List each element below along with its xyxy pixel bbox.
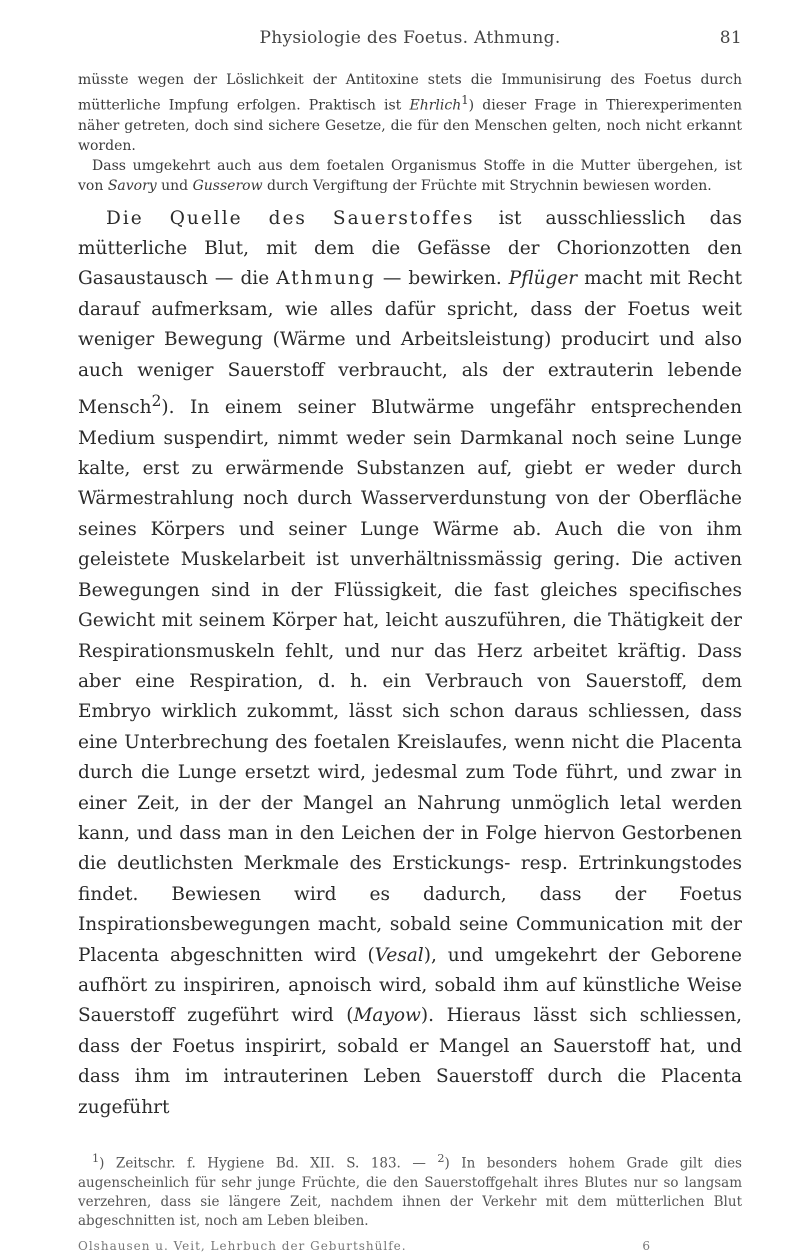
running-head-title: Physiologie des Foetus. Athmung.	[259, 28, 561, 48]
author-name: Vesal	[374, 944, 424, 966]
footnote: $^1$) Zeitschr. f. Hygiene Bd. XII. S. 183. — $^2$) In besonders hohem Grade gilt dies augenscheinlich für sehr junge Früchte, die den Sauerstoffgehalt ihres Blutes nur so langsam verzehren, dass sie längere Zeit, nachdem ihnen der Verkehr mit dem mütterlichen Blut abgeschnitten ist, noch am Leben bleiben.	[78, 1152, 742, 1229]
author-name: Ehrlich	[409, 97, 462, 114]
small-paragraph: müsste wegen der Löslichkeit der Antitoxine stets die Immunisirung des Foetus durch mütterliche Impfung erfolgen. Praktisch ist Ehrlich$^1$) dieser Frage in Thierexperimenten näher getreten, doch sind sichere Gesetze, die für den Menschen gelten, noch nicht erkannt worden.	[78, 72, 742, 154]
main-text	[78, 204, 742, 1123]
keyword-athmung: Athmung	[276, 268, 376, 290]
section-lead: Die Quelle des Sauerstoffes	[106, 207, 475, 229]
author-name: Mayow	[353, 1005, 421, 1027]
footnote-ref: 2	[151, 392, 162, 411]
small-print-section	[78, 70, 742, 196]
book-page	[78, 28, 742, 1255]
author-name: Savory	[107, 177, 157, 194]
author-name: Pflüger	[508, 268, 578, 290]
page-number: 81	[719, 28, 742, 48]
footnote-ref: 1	[461, 93, 469, 107]
author-name: Gusserow	[192, 177, 263, 194]
body-paragraph: Die Quelle des Sauerstoffes ist ausschliesslich das mütterliche Blut, mit dem die Gefässe der Chorionzotten den Gasaustausch — die Athmung — bewirken. Pflüger macht mit Recht darauf aufmerksam, wie alles dafür spricht, dass der Foetus weit weniger Bewegung (Wärme und Arbeitsleistung) producirt und also auch weniger Sauerstoff verbraucht, als der extrauterin lebende Mensch$^2$). In einem seiner Blutwärme ungefähr entsprechenden Medium suspendirt, nimmt weder sein Darmkanal noch seine Lunge kalte, erst zu erwärmende Substanzen auf, giebt er weder durch Wärmestrahlung noch durch Wasserverdunstung von der Oberfläche seines Körpers und seiner Lunge Wärme ab. Auch die von ihm geleistete Muskelarbeit ist unverhältnissmässig gering. Die activen Bewegungen sind in der Flüssigkeit, die fast gleiches specifisches Gewicht mit seinem Körper hat, leicht auszuführen, die Thätigkeit der Respirationsmuskeln fehlt, und nur das Herz arbeitet kräftig. Dass aber eine Respiration, d. h. ein Verbrauch von Sauerstoff, dem Embryo wirklich zukommt, lässt sich schon daraus schliessen, dass eine Unterbrechung des foetalen Kreislaufes, wenn nicht die Placenta durch die Lunge ersetzt wird, jedesmal zum Tode führt, und zwar in einer Zeit, in der der Mangel an Nahrung unmöglich letal werden kann, und dass man in den Leichen der in Folge hiervon Gestorbenen die deutlichsten Merkmale des Erstickungs- resp. Ertrinkungstodes findet. Bewiesen wird es dadurch, dass der Foetus Inspirationsbewegungen macht, sobald seine Communication mit der Placenta abgeschnitten wird (Vesal), und umgekehrt der Geborene aufhört zu inspiriren, apnoisch wird, sobald ihm auf künstliche Weise Sauerstoff zugeführt wird (Mayow). Hieraus lässt sich schliessen, dass der Foetus inspirirt, sobald er Mangel an Sauerstoff hat, und dass ihm im intrauterinen Leben Sauerstoff durch die Placenta zugeführt	[78, 207, 742, 1118]
imprint-title: Olshausen u. Veit, Lehrbuch der Geburtshülfe.	[78, 1238, 407, 1253]
signature-mark: 6	[642, 1238, 650, 1253]
printer-imprint	[78, 1239, 742, 1255]
small-paragraph: Dass umgekehrt auch aus dem foetalen Organismus Stoffe in die Mutter übergehen, ist von Savory und Gusserow durch Vergiftung der Früchte mit Strychnin bewiesen worden.	[78, 157, 742, 194]
footnotes	[78, 1149, 742, 1231]
running-head	[78, 28, 742, 54]
